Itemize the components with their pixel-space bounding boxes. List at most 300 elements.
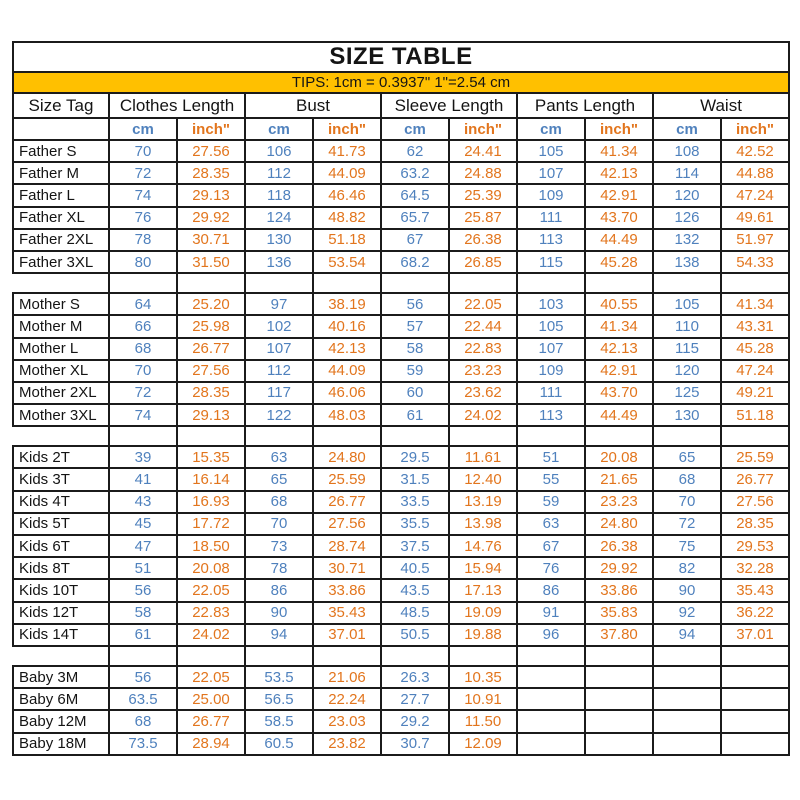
- inch-value-cell: 47.24: [721, 360, 789, 382]
- inch-value-cell: [721, 710, 789, 732]
- cm-value-cell: 48.5: [381, 602, 449, 624]
- separator-cell: [245, 426, 313, 446]
- cm-value-cell: 65.7: [381, 207, 449, 229]
- cm-value-cell: 37.5: [381, 535, 449, 557]
- table-row: [13, 293, 789, 315]
- table-row: [13, 557, 789, 579]
- inch-value-cell: 48.82: [313, 207, 381, 229]
- inch-value-cell: 26.38: [585, 535, 653, 557]
- cm-value-cell: 29.5: [381, 446, 449, 468]
- table-row: [13, 491, 789, 513]
- inch-value-cell: 16.93: [177, 491, 245, 513]
- cm-value-cell: 86: [245, 579, 313, 601]
- size-tag-cell: Kids 6T: [13, 535, 109, 557]
- inch-value-cell: 54.33: [721, 251, 789, 273]
- unit-blank-cell: [13, 118, 109, 140]
- separator-row: [13, 426, 789, 446]
- cm-value-cell: [653, 733, 721, 755]
- cm-value-cell: 75: [653, 535, 721, 557]
- inch-value-cell: 49.21: [721, 382, 789, 404]
- page-title: SIZE TABLE: [13, 42, 789, 72]
- inch-value-cell: 23.62: [449, 382, 517, 404]
- inch-value-cell: 41.34: [585, 315, 653, 337]
- cm-value-cell: 105: [517, 315, 585, 337]
- cm-value-cell: 91: [517, 602, 585, 624]
- table-row: [13, 315, 789, 337]
- cm-value-cell: 107: [245, 338, 313, 360]
- tips-row: [13, 72, 789, 93]
- inch-value-cell: 25.39: [449, 184, 517, 206]
- inch-value-cell: 41.73: [313, 140, 381, 162]
- separator-cell: [721, 646, 789, 666]
- cm-value-cell: 111: [517, 207, 585, 229]
- header-clothes-length: Clothes Length: [109, 93, 245, 118]
- size-table-sheet: [12, 41, 790, 756]
- unit-inch-label: inch": [449, 118, 517, 140]
- inch-value-cell: 22.24: [313, 688, 381, 710]
- table-row: [13, 624, 789, 646]
- inch-value-cell: 37.01: [313, 624, 381, 646]
- table-row: [13, 579, 789, 601]
- table-row: [13, 602, 789, 624]
- inch-value-cell: 22.05: [177, 666, 245, 688]
- cm-value-cell: 106: [245, 140, 313, 162]
- inch-value-cell: [721, 666, 789, 688]
- cm-value-cell: 31.5: [381, 468, 449, 490]
- unit-cm-label: cm: [109, 118, 177, 140]
- inch-value-cell: 26.77: [721, 468, 789, 490]
- inch-value-cell: 49.61: [721, 207, 789, 229]
- cm-value-cell: 97: [245, 293, 313, 315]
- cm-value-cell: 50.5: [381, 624, 449, 646]
- separator-cell: [517, 426, 585, 446]
- cm-value-cell: 30.7: [381, 733, 449, 755]
- inch-value-cell: 24.80: [585, 513, 653, 535]
- inch-value-cell: 32.28: [721, 557, 789, 579]
- inch-value-cell: 44.88: [721, 162, 789, 184]
- cm-value-cell: 45: [109, 513, 177, 535]
- inch-value-cell: 42.13: [585, 162, 653, 184]
- cm-value-cell: 58: [109, 602, 177, 624]
- inch-value-cell: 41.34: [721, 293, 789, 315]
- inch-value-cell: 42.13: [313, 338, 381, 360]
- table-row: [13, 666, 789, 688]
- cm-value-cell: 68: [109, 710, 177, 732]
- table-row: [13, 468, 789, 490]
- size-tag-cell: Kids 10T: [13, 579, 109, 601]
- cm-value-cell: 111: [517, 382, 585, 404]
- inch-value-cell: 14.76: [449, 535, 517, 557]
- size-tag-cell: Kids 3T: [13, 468, 109, 490]
- cm-value-cell: 56: [109, 579, 177, 601]
- cm-value-cell: 65: [245, 468, 313, 490]
- cm-value-cell: 130: [653, 404, 721, 426]
- inch-value-cell: 35.43: [721, 579, 789, 601]
- cm-value-cell: [653, 688, 721, 710]
- cm-value-cell: 117: [245, 382, 313, 404]
- separator-cell: [449, 646, 517, 666]
- unit-inch-label: inch": [721, 118, 789, 140]
- cm-value-cell: 96: [517, 624, 585, 646]
- separator-cell: [517, 646, 585, 666]
- inch-value-cell: 45.28: [721, 338, 789, 360]
- cm-value-cell: 78: [245, 557, 313, 579]
- separator-cell: [109, 646, 177, 666]
- cm-value-cell: 72: [653, 513, 721, 535]
- inch-value-cell: 24.80: [313, 446, 381, 468]
- inch-value-cell: 44.49: [585, 229, 653, 251]
- cm-value-cell: 94: [245, 624, 313, 646]
- header-pants-length: Pants Length: [517, 93, 653, 118]
- cm-value-cell: 58.5: [245, 710, 313, 732]
- inch-value-cell: 21.06: [313, 666, 381, 688]
- inch-value-cell: 46.06: [313, 382, 381, 404]
- inch-value-cell: 43.31: [721, 315, 789, 337]
- cm-value-cell: 40.5: [381, 557, 449, 579]
- inch-value-cell: 24.41: [449, 140, 517, 162]
- inch-value-cell: 42.13: [585, 338, 653, 360]
- table-row: [13, 710, 789, 732]
- cm-value-cell: [653, 710, 721, 732]
- cm-value-cell: 102: [245, 315, 313, 337]
- cm-value-cell: 112: [245, 360, 313, 382]
- inch-value-cell: 16.14: [177, 468, 245, 490]
- inch-value-cell: 44.09: [313, 162, 381, 184]
- cm-value-cell: 107: [517, 162, 585, 184]
- cm-value-cell: 86: [517, 579, 585, 601]
- cm-value-cell: 126: [653, 207, 721, 229]
- separator-cell: [245, 273, 313, 293]
- cm-value-cell: 35.5: [381, 513, 449, 535]
- table-row: [13, 140, 789, 162]
- table-row: [13, 207, 789, 229]
- inch-value-cell: 17.13: [449, 579, 517, 601]
- cm-value-cell: 122: [245, 404, 313, 426]
- size-tag-cell: Baby 12M: [13, 710, 109, 732]
- separator-cell: [313, 646, 381, 666]
- cm-value-cell: 58: [381, 338, 449, 360]
- cm-value-cell: 29.2: [381, 710, 449, 732]
- inch-value-cell: 25.20: [177, 293, 245, 315]
- cm-value-cell: 118: [245, 184, 313, 206]
- size-tag-cell: Mother XL: [13, 360, 109, 382]
- size-tag-cell: Kids 14T: [13, 624, 109, 646]
- cm-value-cell: 72: [109, 382, 177, 404]
- table-row: [13, 251, 789, 273]
- inch-value-cell: 13.98: [449, 513, 517, 535]
- separator-cell: [177, 273, 245, 293]
- inch-value-cell: 51.18: [721, 404, 789, 426]
- table-row: [13, 360, 789, 382]
- cm-value-cell: [517, 733, 585, 755]
- inch-value-cell: 19.88: [449, 624, 517, 646]
- inch-value-cell: 41.34: [585, 140, 653, 162]
- cm-value-cell: 73: [245, 535, 313, 557]
- separator-cell: [653, 273, 721, 293]
- inch-value-cell: 10.35: [449, 666, 517, 688]
- cm-value-cell: 59: [517, 491, 585, 513]
- cm-value-cell: 63.2: [381, 162, 449, 184]
- cm-value-cell: 51: [109, 557, 177, 579]
- separator-cell: [313, 426, 381, 446]
- cm-value-cell: 60.5: [245, 733, 313, 755]
- inch-value-cell: 28.94: [177, 733, 245, 755]
- separator-row: [13, 646, 789, 666]
- separator-cell: [177, 646, 245, 666]
- inch-value-cell: 11.61: [449, 446, 517, 468]
- inch-value-cell: 23.82: [313, 733, 381, 755]
- inch-value-cell: 42.52: [721, 140, 789, 162]
- inch-value-cell: 45.28: [585, 251, 653, 273]
- cm-value-cell: 64.5: [381, 184, 449, 206]
- table-row: [13, 513, 789, 535]
- unit-header-row: [13, 118, 789, 140]
- cm-value-cell: 39: [109, 446, 177, 468]
- cm-value-cell: 67: [381, 229, 449, 251]
- inch-value-cell: 15.35: [177, 446, 245, 468]
- header-size-tag: Size Tag: [13, 93, 109, 118]
- inch-value-cell: 13.19: [449, 491, 517, 513]
- inch-value-cell: [585, 688, 653, 710]
- cm-value-cell: 47: [109, 535, 177, 557]
- inch-value-cell: 22.83: [449, 338, 517, 360]
- cm-value-cell: 74: [109, 404, 177, 426]
- inch-value-cell: 17.72: [177, 513, 245, 535]
- table-row: [13, 184, 789, 206]
- size-tag-cell: Kids 4T: [13, 491, 109, 513]
- cm-value-cell: [517, 710, 585, 732]
- inch-value-cell: 15.94: [449, 557, 517, 579]
- inch-value-cell: 18.50: [177, 535, 245, 557]
- inch-value-cell: 20.08: [177, 557, 245, 579]
- header-waist: Waist: [653, 93, 789, 118]
- cm-value-cell: 74: [109, 184, 177, 206]
- inch-value-cell: 36.22: [721, 602, 789, 624]
- inch-value-cell: 51.97: [721, 229, 789, 251]
- inch-value-cell: 33.86: [313, 579, 381, 601]
- separator-cell: [13, 646, 109, 666]
- separator-cell: [109, 426, 177, 446]
- separator-cell: [585, 426, 653, 446]
- inch-value-cell: 25.59: [313, 468, 381, 490]
- cm-value-cell: 68: [245, 491, 313, 513]
- inch-value-cell: 43.70: [585, 207, 653, 229]
- cm-value-cell: 62: [381, 140, 449, 162]
- cm-value-cell: 41: [109, 468, 177, 490]
- cm-value-cell: 63.5: [109, 688, 177, 710]
- separator-cell: [381, 426, 449, 446]
- cm-value-cell: 64: [109, 293, 177, 315]
- inch-value-cell: 22.05: [449, 293, 517, 315]
- cm-value-cell: 66: [109, 315, 177, 337]
- unit-cm-label: cm: [245, 118, 313, 140]
- cm-value-cell: [517, 688, 585, 710]
- cm-value-cell: 120: [653, 184, 721, 206]
- inch-value-cell: 23.23: [585, 491, 653, 513]
- inch-value-cell: 26.77: [313, 491, 381, 513]
- cm-value-cell: 82: [653, 557, 721, 579]
- separator-cell: [517, 273, 585, 293]
- cm-value-cell: 132: [653, 229, 721, 251]
- tips-banner: TIPS: 1cm = 0.3937" 1"=2.54 cm: [13, 72, 789, 93]
- inch-value-cell: 44.09: [313, 360, 381, 382]
- separator-cell: [585, 273, 653, 293]
- cm-value-cell: 105: [517, 140, 585, 162]
- cm-value-cell: 70: [653, 491, 721, 513]
- unit-cm-label: cm: [381, 118, 449, 140]
- inch-value-cell: 28.35: [177, 382, 245, 404]
- inch-value-cell: 30.71: [177, 229, 245, 251]
- cm-value-cell: 56.5: [245, 688, 313, 710]
- separator-cell: [13, 273, 109, 293]
- size-tag-cell: Mother 3XL: [13, 404, 109, 426]
- size-tag-cell: Kids 12T: [13, 602, 109, 624]
- cm-value-cell: [517, 666, 585, 688]
- cm-value-cell: 56: [109, 666, 177, 688]
- cm-value-cell: 59: [381, 360, 449, 382]
- cm-value-cell: 105: [653, 293, 721, 315]
- size-tag-cell: Father 2XL: [13, 229, 109, 251]
- inch-value-cell: 37.01: [721, 624, 789, 646]
- header-sleeve-length: Sleeve Length: [381, 93, 517, 118]
- separator-cell: [449, 273, 517, 293]
- inch-value-cell: 47.24: [721, 184, 789, 206]
- size-tag-cell: Father L: [13, 184, 109, 206]
- inch-value-cell: 51.18: [313, 229, 381, 251]
- separator-cell: [721, 426, 789, 446]
- cm-value-cell: 115: [517, 251, 585, 273]
- inch-value-cell: 22.05: [177, 579, 245, 601]
- cm-value-cell: 108: [653, 140, 721, 162]
- cm-value-cell: 120: [653, 360, 721, 382]
- table-row: [13, 535, 789, 557]
- unit-inch-label: inch": [313, 118, 381, 140]
- inch-value-cell: 10.91: [449, 688, 517, 710]
- inch-value-cell: 28.35: [177, 162, 245, 184]
- cm-value-cell: 110: [653, 315, 721, 337]
- cm-value-cell: 68: [109, 338, 177, 360]
- inch-value-cell: 25.00: [177, 688, 245, 710]
- inch-value-cell: 26.38: [449, 229, 517, 251]
- cm-value-cell: 107: [517, 338, 585, 360]
- inch-value-cell: 53.54: [313, 251, 381, 273]
- table-row: [13, 404, 789, 426]
- inch-value-cell: 19.09: [449, 602, 517, 624]
- separator-cell: [13, 426, 109, 446]
- inch-value-cell: [721, 688, 789, 710]
- separator-cell: [245, 646, 313, 666]
- cm-value-cell: 115: [653, 338, 721, 360]
- inch-value-cell: 22.44: [449, 315, 517, 337]
- table-row: [13, 229, 789, 251]
- size-tag-cell: Father 3XL: [13, 251, 109, 273]
- inch-value-cell: 37.80: [585, 624, 653, 646]
- inch-value-cell: 42.91: [585, 360, 653, 382]
- inch-value-cell: 20.08: [585, 446, 653, 468]
- inch-value-cell: 27.56: [177, 140, 245, 162]
- inch-value-cell: 22.83: [177, 602, 245, 624]
- cm-value-cell: 70: [109, 360, 177, 382]
- unit-inch-label: inch": [585, 118, 653, 140]
- separator-cell: [177, 426, 245, 446]
- cm-value-cell: 63: [245, 446, 313, 468]
- cm-value-cell: 130: [245, 229, 313, 251]
- title-row: [13, 42, 789, 72]
- cm-value-cell: 113: [517, 404, 585, 426]
- inch-value-cell: [585, 710, 653, 732]
- size-tag-cell: Baby 6M: [13, 688, 109, 710]
- table-row: [13, 162, 789, 184]
- cm-value-cell: 61: [109, 624, 177, 646]
- size-tag-cell: Baby 3M: [13, 666, 109, 688]
- cm-value-cell: 125: [653, 382, 721, 404]
- cm-value-cell: 57: [381, 315, 449, 337]
- inch-value-cell: 26.85: [449, 251, 517, 273]
- inch-value-cell: 25.87: [449, 207, 517, 229]
- inch-value-cell: 35.43: [313, 602, 381, 624]
- separator-cell: [585, 646, 653, 666]
- inch-value-cell: 42.91: [585, 184, 653, 206]
- size-tag-cell: Mother L: [13, 338, 109, 360]
- inch-value-cell: 31.50: [177, 251, 245, 273]
- inch-value-cell: 25.59: [721, 446, 789, 468]
- cm-value-cell: 92: [653, 602, 721, 624]
- inch-value-cell: 40.55: [585, 293, 653, 315]
- cm-value-cell: 70: [109, 140, 177, 162]
- cm-value-cell: 67: [517, 535, 585, 557]
- inch-value-cell: 26.77: [177, 338, 245, 360]
- cm-value-cell: 68.2: [381, 251, 449, 273]
- inch-value-cell: 26.77: [177, 710, 245, 732]
- inch-value-cell: 27.56: [313, 513, 381, 535]
- cm-value-cell: 61: [381, 404, 449, 426]
- table-row: [13, 733, 789, 755]
- table-row: [13, 338, 789, 360]
- separator-cell: [313, 273, 381, 293]
- inch-value-cell: 29.92: [585, 557, 653, 579]
- cm-value-cell: 136: [245, 251, 313, 273]
- inch-value-cell: 21.65: [585, 468, 653, 490]
- cm-value-cell: 33.5: [381, 491, 449, 513]
- cm-value-cell: 109: [517, 360, 585, 382]
- inch-value-cell: 27.56: [721, 491, 789, 513]
- separator-row: [13, 273, 789, 293]
- column-header-row: [13, 93, 789, 118]
- separator-cell: [109, 273, 177, 293]
- cm-value-cell: 56: [381, 293, 449, 315]
- cm-value-cell: 76: [109, 207, 177, 229]
- separator-cell: [381, 646, 449, 666]
- size-tag-cell: Father S: [13, 140, 109, 162]
- inch-value-cell: 23.23: [449, 360, 517, 382]
- inch-value-cell: 29.92: [177, 207, 245, 229]
- cm-value-cell: 90: [245, 602, 313, 624]
- cm-value-cell: 124: [245, 207, 313, 229]
- separator-cell: [721, 273, 789, 293]
- cm-value-cell: 109: [517, 184, 585, 206]
- cm-value-cell: 53.5: [245, 666, 313, 688]
- cm-value-cell: 51: [517, 446, 585, 468]
- cm-value-cell: 65: [653, 446, 721, 468]
- inch-value-cell: 29.13: [177, 404, 245, 426]
- cm-value-cell: 90: [653, 579, 721, 601]
- cm-value-cell: 43.5: [381, 579, 449, 601]
- size-tag-cell: Kids 2T: [13, 446, 109, 468]
- cm-value-cell: 60: [381, 382, 449, 404]
- inch-value-cell: 35.83: [585, 602, 653, 624]
- cm-value-cell: 70: [245, 513, 313, 535]
- size-tag-cell: Mother 2XL: [13, 382, 109, 404]
